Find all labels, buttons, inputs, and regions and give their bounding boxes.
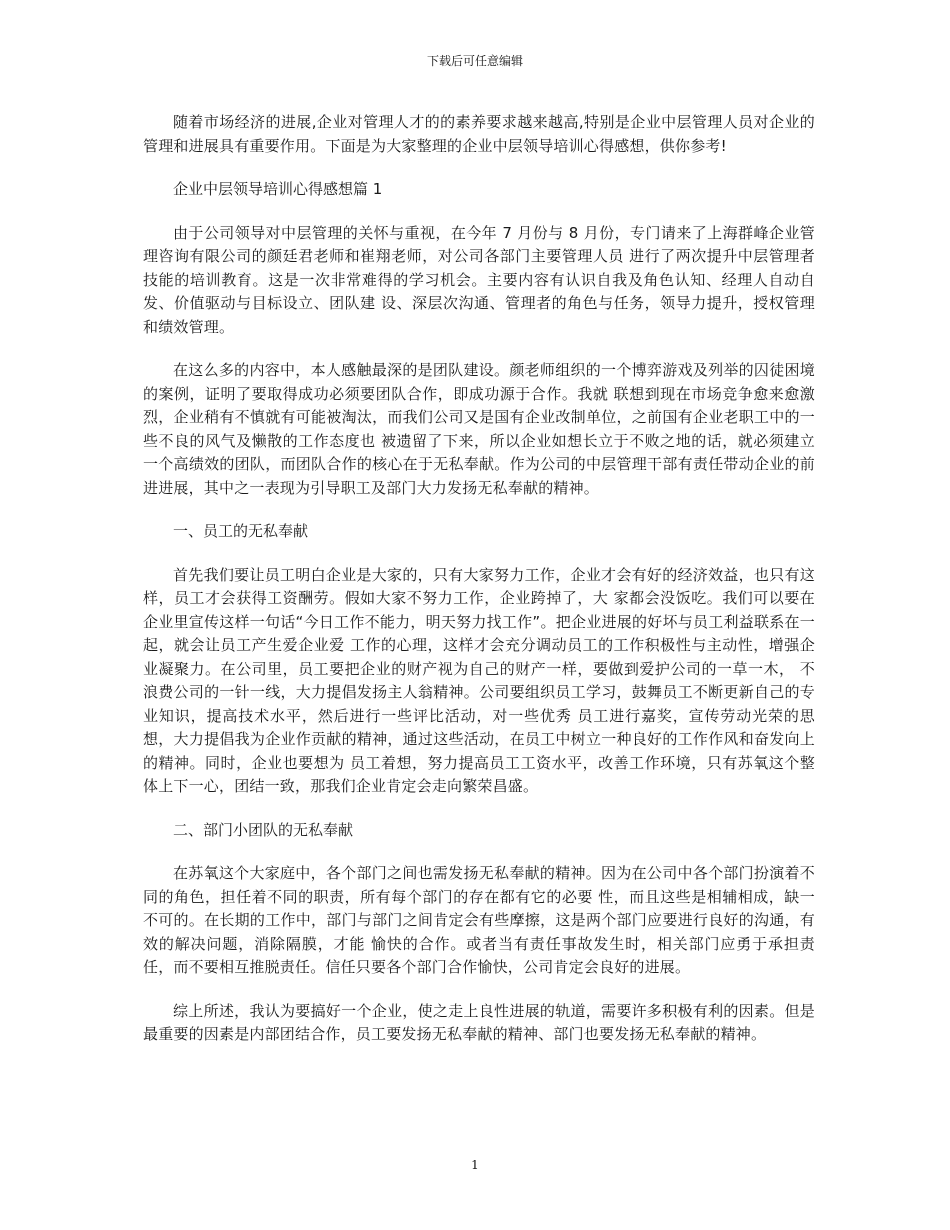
paragraph-5: 综上所述，我认为要搞好一个企业，使之走上良性进展的轨道，需要许多积极有利的因素。但是最重要的因素是内部团结合作，员工要发扬无私奉献的精神、部门也要发扬无私奉献的精神。: [143, 1001, 815, 1043]
paragraph-1: 由于公司领导对中层管理的关怀与重视，在今年 7 月份与 8 月份，专门请来了上海群峰企业管理咨询有限公司的颜廷君老师和崔翔老师，对公司各部门主要管理人员 进行了两次提升中层管理者技能的培训教育。这是一次非常难得的学习机会。主要内容有认识自我及角色认知、经理人自动自发、价值驱动与目标设立、团队建 设、深层次沟通、管理者的角色与任务，领导力提升，授权管理和绩效管理。: [143, 223, 815, 336]
page-number: 1: [471, 1158, 479, 1172]
paragraph-4: 在苏氧这个大家庭中，各个部门之间也需发扬无私奉献的精神。因为在公司中各个部门扮演着不同的角色，担任着不同的职责，所有每个部门的存在都有它的必要 性，而且这些是相辅相成，缺一不可的。在长期的工作中，部门与部门之间肯定会有些摩擦，这是两个部门应要进行良好的沟通，有效的解决问题，消除隔膜，才能 愉快的合作。或者当有责任事故发生时，相关部门应勇于承担责任，而不要相互推脱责任。信任只要各个部门合作愉快，公司肯定会良好的进展。: [143, 864, 815, 976]
page-header: 下载后可任意编辑: [426, 54, 523, 68]
section-heading-1: 一、员工的无私奉献: [173, 522, 309, 540]
document-body: [143, 111, 815, 1067]
paragraph-3: 首先我们要让员工明白企业是大家的，只有大家努力工作，企业才会有好的经济效益，也只有这样，员工才会获得工资酬劳。假如大家不努力工作，企业跨掉了，大 家都会没饭吃。我们可以要在企业里宣传这样一句话“今日工作不能力，明天努力找工作”。把企业进展的好坏与员工利益联系在一起，就会让员工产生爱企业爱 工作的心理，这样才会充分调动员工的工作积极性与主动性，增强企业凝聚力。在公司里，员工要把企业的财产视为自己的财产一样，要做到爱护公司的一草一木， 不浪费公司的一针一线，大力提倡发扬主人翁精神。公司要组织员工学习，鼓舞员工不断更新自己的专业知识，提高技术水平，然后进行一些评比活动，对一些优秀 员工进行嘉奖，宣传劳动光荣的思想，大力提倡我为企业作贡献的精神，通过这些活动，在员工中树立一种良好的工作作风和奋发向上的精神。同时，企业也要想为 员工着想，努力提高员工工资水平，改善工作环境，只有苏氧这个整体上下一心，团结一致，那我们企业肯定会走向繁荣昌盛。: [143, 565, 815, 795]
paragraph-2: 在这么多的内容中，本人感触最深的是团队建设。颜老师组织的一个博弈游戏及列举的囚徒困境的案例，证明了要取得成功必须要团队合作，即成功源于合作。我就 联想到现在市场竞争愈来愈激烈，企业稍有不慎就有可能被淘汰，而我们公司又是国有企业改制单位，之前国有企业老职工中的一些不良的风气及懒散的工作态度也 被遗留了下来，所以企业如想长立于不败之地的话，就必须建立一个高绩效的团队，而团队合作的核心在于无私奉献。作为公司的中层管理干部有责任带动企业的前 进进展，其中之一表现为引导职工及部门大力发扬无私奉献的精神。: [143, 361, 815, 497]
section-heading-2: 二、部门小团队的无私奉献: [173, 820, 354, 839]
article-title: 企业中层领导培训心得感想篇 1: [173, 180, 383, 198]
intro-paragraph: 随着市场经济的进展,企业对管理人才的的素养要求越来越高,特别是企业中层管理人员对企业的管理和进展具有重要作用。下面是为大家整理的企业中层领导培训心得感想，供你参考!: [143, 113, 815, 155]
